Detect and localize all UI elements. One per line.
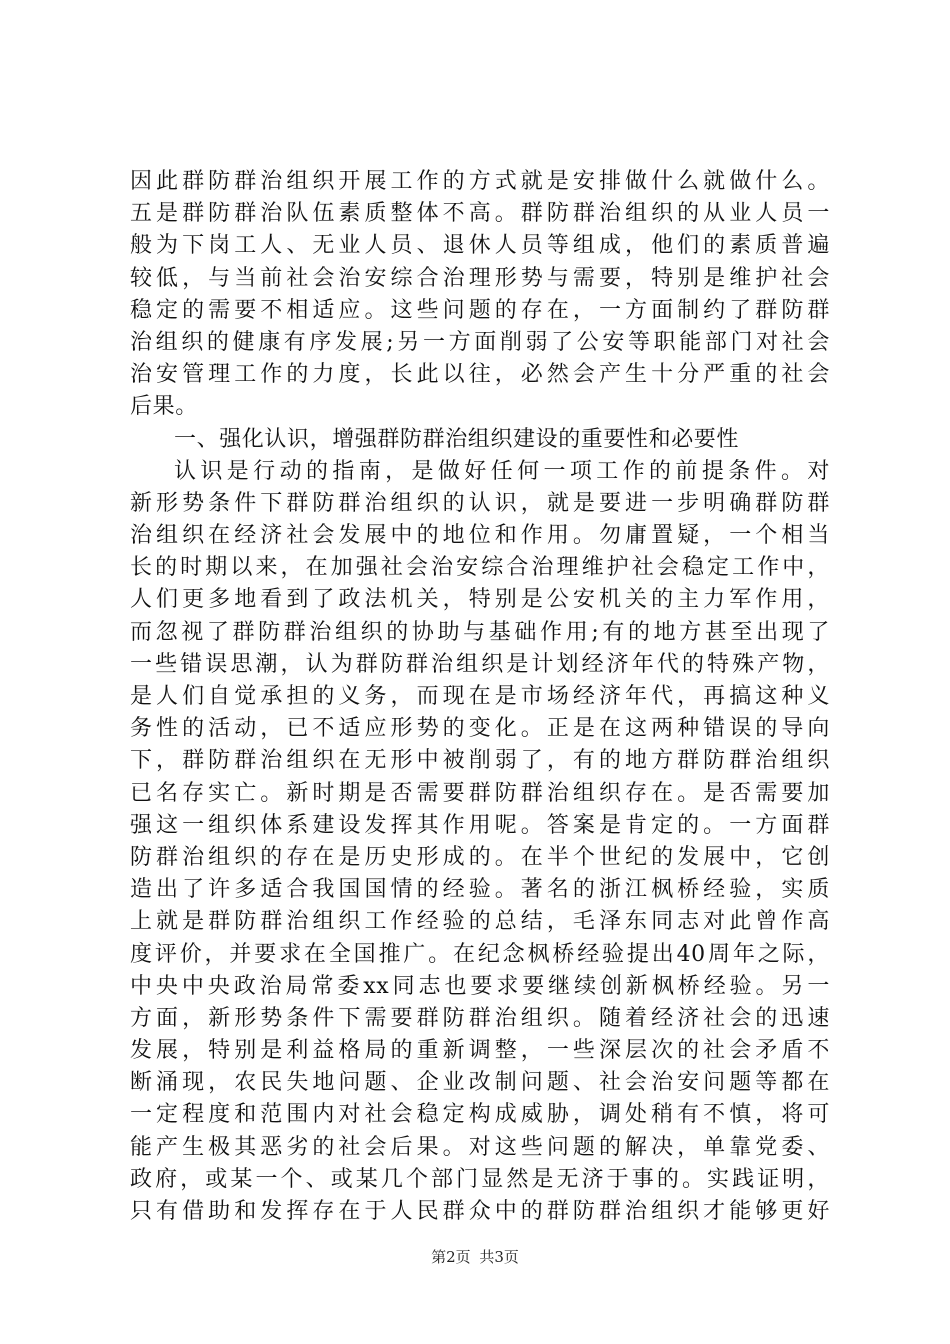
text-line: 治组织的健康有序发展;另一方面削弱了公安等职能部门对社会	[130, 329, 830, 355]
text-line: 下，群防群治组织在无形中被削弱了，有的地方群防群治组织	[130, 748, 830, 774]
section-heading: 一、强化认识，增强群防群治组织建设的重要性和必要性	[174, 426, 740, 452]
text-line: 上就是群防群治组织工作经验的总结，毛泽东同志对此曾作高	[130, 909, 830, 935]
text-line: 而忽视了群防群治组织的协助与基础作用;有的地方甚至出现了	[130, 619, 830, 645]
text-line: 防群治组织的存在是历史形成的。在半个世纪的发展中，它创	[130, 844, 830, 870]
text-line: 只有借助和发挥存在于人民群众中的群防群治组织才能够更好	[130, 1199, 830, 1224]
text-line: 新形势条件下群防群治组织的认识，就是要进一步明确群防群	[130, 490, 830, 516]
text-line: 因此群防群治组织开展工作的方式就是安排做什么就做什么。	[130, 169, 830, 194]
text-line: 务性的活动，已不适应形势的变化。正是在这两种错误的导向	[130, 716, 830, 742]
document-body	[130, 166, 830, 1228]
text-line: 认识是行动的指南，是做好任何一项工作的前提条件。对	[174, 458, 830, 484]
text-line: 强这一组织体系建设发挥其作用呢。答案是肯定的。一方面群	[130, 812, 830, 838]
text-line: 能产生极其恶劣的社会后果。对这些问题的解决，单靠党委、	[130, 1134, 830, 1160]
text-line: 般为下岗工人、无业人员、退休人员等组成，他们的素质普遍	[130, 233, 830, 259]
text-line: 长的时期以来，在加强社会治安综合治理维护社会稳定工作中，	[130, 555, 830, 581]
text-line: 中央中央政治局常委xx同志也要求要继续创新枫桥经验。另一	[130, 973, 830, 999]
text-line: 一些错误思潮，认为群防群治组织是计划经济年代的特殊产物，	[130, 651, 830, 677]
text-line: 度评价，并要求在全国推广。在纪念枫桥经验提出40周年之际，	[130, 941, 830, 967]
page-footer	[0, 1246, 950, 1267]
text-line: 稳定的需要不相适应。这些问题的存在，一方面制约了群防群	[130, 297, 830, 323]
text-line: 发展，特别是利益格局的重新调整，一些深层次的社会矛盾不	[130, 1038, 830, 1064]
text-line: 治安管理工作的力度，长此以往，必然会产生十分严重的社会	[130, 362, 830, 388]
text-line: 方面，新形势条件下需要群防群治组织。随着经济社会的迅速	[130, 1005, 830, 1031]
text-line: 五是群防群治队伍素质整体不高。群防群治组织的从业人员一	[130, 201, 830, 227]
text-line: 治组织在经济社会发展中的地位和作用。勿庸置疑，一个相当	[130, 523, 830, 549]
text-line: 一定程度和范围内对社会稳定构成威胁，调处稍有不慎，将可	[130, 1102, 830, 1128]
text-line: 断涌现，农民失地问题、企业改制问题、社会治安问题等都在	[130, 1070, 830, 1096]
page-total: 共3页	[479, 1248, 519, 1266]
text-line: 造出了许多适合我国国情的经验。著名的浙江枫桥经验，实质	[130, 877, 830, 903]
text-line: 是人们自觉承担的义务，而现在是市场经济年代，再搞这种义	[130, 684, 830, 709]
text-line: 人们更多地看到了政法机关，特别是公安机关的主力军作用，	[130, 587, 830, 613]
text-line: 政府，或某一个、或某几个部门显然是无济于事的。实践证明，	[130, 1166, 830, 1192]
text-line: 已名存实亡。新时期是否需要群防群治组织存在。是否需要加	[130, 780, 830, 806]
text-line: 较低，与当前社会治安综合治理形势与需要，特别是维护社会	[130, 265, 830, 291]
page-number: 第2页	[431, 1248, 471, 1266]
text-line: 后果。	[130, 394, 198, 420]
